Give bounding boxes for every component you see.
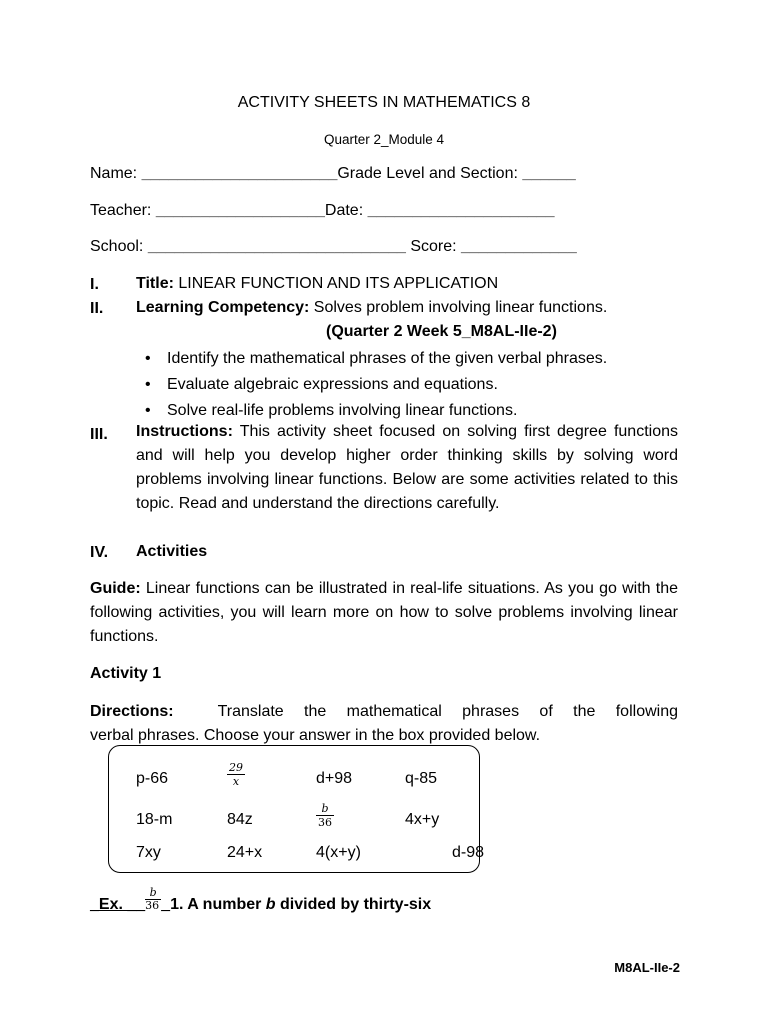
date-label: Date: xyxy=(324,202,364,219)
name-label: Name: xyxy=(90,165,138,182)
choice-q-85: q-85 xyxy=(405,770,438,787)
section-1-number: I. xyxy=(90,276,99,293)
guide-paragraph xyxy=(90,577,678,649)
section-2-text: Solves problem involving linear functions. xyxy=(309,299,608,316)
section-2-label: Learning Competency: xyxy=(136,299,310,316)
directions-label: Directions: xyxy=(90,703,174,720)
choice-29-over-x: 29 x xyxy=(229,761,243,788)
name-grade-line xyxy=(90,165,576,183)
list-item: • Identify the mathematical phrases of the given verbal phrases. xyxy=(145,346,685,372)
activity-heading: Activity 1 xyxy=(90,665,162,682)
section-3-label: Instructions: xyxy=(136,423,233,440)
choice-p-66: p-66 xyxy=(136,770,169,787)
section-3-instructions xyxy=(136,420,678,516)
example-question: 1. A number xyxy=(170,896,266,913)
answer-choices-box xyxy=(108,745,480,873)
section-1-text: LINEAR FUNCTION AND ITS APPLICATION xyxy=(173,275,499,292)
page-footer-code: M8AL-IIe-2 xyxy=(614,960,680,975)
section-4-number: IV. xyxy=(90,544,109,561)
section-3-text: This activity sheet focused on solving first degree functions and will help you develop higher order thinking skills by solving word problems involving linear functions. Below are some activities related to this topic. Read and understand the directions carefully. xyxy=(136,423,678,512)
document-title: ACTIVITY SHEETS IN MATHEMATICS 8 xyxy=(237,94,531,111)
school-label: School: xyxy=(90,238,144,255)
section-2-number: II. xyxy=(90,300,104,317)
list-item: • Solve real-life problems involving linear functions. xyxy=(145,398,685,424)
example-answer-fraction: $\frac{b}{36}$ xyxy=(145,886,160,913)
document-subtitle: Quarter 2_Module 4 xyxy=(323,132,445,147)
directions-text-line2: verbal phrases. Choose your answer in the box provided below. xyxy=(90,727,541,744)
list-item: • Evaluate algebraic expressions and equations. xyxy=(145,372,685,398)
choice-84z: 84z xyxy=(227,811,253,828)
objectives-list xyxy=(145,346,685,424)
section-4-label: Activities xyxy=(136,543,208,560)
guide-text: Linear functions can be illustrated in real-life situations. As you go with the following activities, you will learn more on how to solve problems involving linear functions. xyxy=(90,580,678,645)
example-variable: b xyxy=(265,896,276,913)
teacher-blank[interactable]: ___________________ xyxy=(155,202,325,219)
section-3-number: III. xyxy=(90,426,108,443)
teacher-date-line xyxy=(90,202,554,220)
choice-7xy: 7xy xyxy=(136,844,161,861)
choice-d-plus-98: d+98 xyxy=(316,770,353,787)
example-item: _Ex. __ $\frac{b}{36}$ _1. A number b divided by thirty-six xyxy=(90,886,432,913)
guide-label: Guide: xyxy=(90,580,141,597)
choice-b-over-36: b 36 xyxy=(318,802,332,829)
section-1-title xyxy=(136,272,681,296)
choice-4x-plus-y: 4x+y xyxy=(405,811,440,828)
school-blank[interactable]: _____________________________ xyxy=(147,238,406,255)
grade-label: Grade Level and Section: xyxy=(337,165,518,182)
teacher-label: Teacher: xyxy=(90,202,152,219)
name-blank[interactable]: ______________________ xyxy=(141,165,338,182)
grade-blank[interactable]: ______ xyxy=(522,165,576,182)
example-prefix: _Ex. __ xyxy=(90,896,146,913)
directions-text-line1: Translate the mathematical phrases of the following xyxy=(217,703,678,720)
date-blank[interactable]: _____________________ xyxy=(367,202,555,219)
score-blank[interactable]: _____________ xyxy=(461,238,577,255)
section-2-competency xyxy=(136,296,681,320)
school-score-line xyxy=(90,238,577,256)
choice-18-m: 18-m xyxy=(136,811,173,828)
score-label: Score: xyxy=(410,238,457,255)
competency-code: (Quarter 2 Week 5_M8AL-IIe-2) xyxy=(326,323,557,340)
choice-d-98: d-98 xyxy=(452,844,485,861)
directions-paragraph xyxy=(90,700,678,748)
choice-4-x-plus-y: 4(x+y) xyxy=(316,844,361,861)
section-1-label: Title: xyxy=(136,275,174,292)
choice-24-plus-x: 24+x xyxy=(227,844,263,861)
